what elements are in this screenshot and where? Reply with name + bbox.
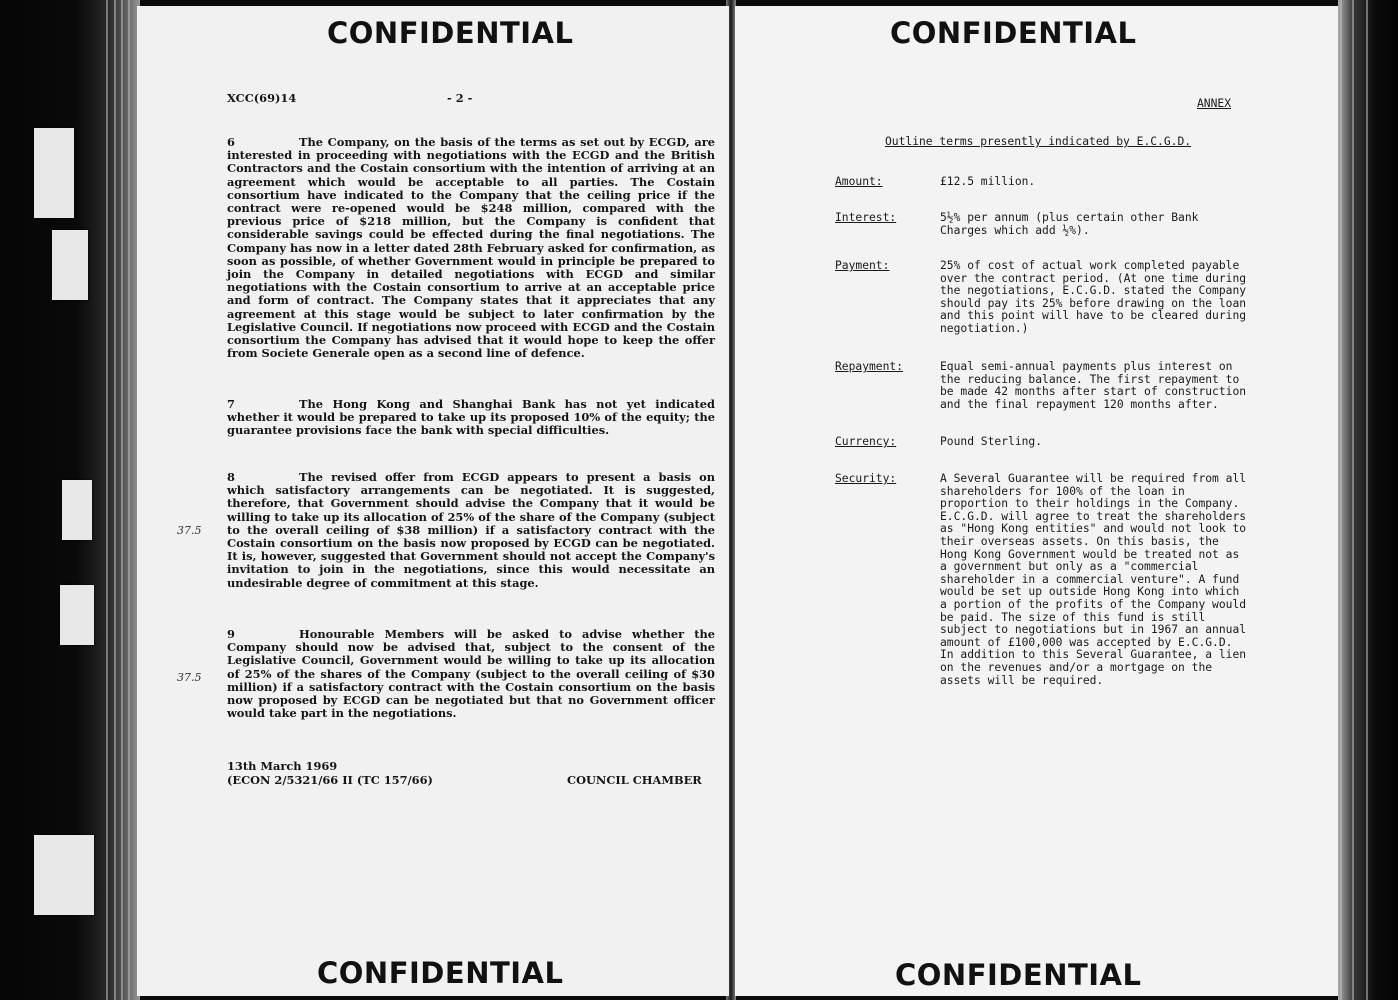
paragraph-number: 8: [227, 470, 235, 484]
index-tab: [34, 835, 94, 915]
term-label-payment: Payment:: [835, 259, 890, 272]
term-label-currency: Currency:: [835, 435, 897, 448]
page-edge-stripe: [114, 0, 116, 1000]
term-value-amount: £12.5 million.: [940, 175, 1036, 188]
term-value-payment: 25% of cost of actual work completed payable over the contract period. (At one time during the negotiations, E.C.G.D. stated the Company should pay its 25% before drawing on the loan and this point will have to be cleared during negotiation.): [940, 259, 1247, 335]
council-chamber: COUNCIL CHAMBER: [567, 773, 702, 787]
right-page: [735, 6, 1338, 996]
document-date: 13th March 1969: [227, 759, 338, 773]
term-label-interest: Interest:: [835, 211, 897, 224]
index-tab: [60, 585, 94, 645]
index-tab: [34, 128, 74, 218]
file-reference: (ECON 2/5321/66 II (TC 157/66): [227, 773, 433, 787]
header-confidential: CONFIDENTIAL: [327, 16, 574, 50]
page-edge-stripe: [121, 0, 123, 1000]
binder-right-edge: [1338, 0, 1398, 1000]
page-edge-stripe: [1340, 0, 1342, 1000]
term-label-security: Security:: [835, 472, 897, 485]
term-label-amount: Amount:: [835, 175, 883, 188]
header-confidential: CONFIDENTIAL: [890, 16, 1137, 50]
paragraph-text: The revised offer from ECGD appears to present a basis on which satisfactory arrangements can be negotiated. It is suggested, therefore, that Government should advise the Company that it would be willing to take up its allocation of 25% of the share of the Company (subject to the overall ceiling of $38 million) if a satisfactory contract with the Costain consortium on the basis now proposed by ECGD can be negotiated. It is, however, suggested that Government should not accept the Company's invitation to join in the negotiations, since this would necessitate an undesirable degree of commitment at this stage.: [227, 470, 715, 590]
footer-confidential: CONFIDENTIAL: [317, 956, 564, 990]
paragraph-6: [227, 136, 715, 360]
left-page: [137, 6, 729, 996]
handwritten-margin-note: 37.5: [177, 671, 202, 684]
paragraph-8: [227, 471, 715, 590]
term-value-security: A Several Guarantee will be required from all shareholders for 100% of the loan in proportion to their holdings in the Company. E.C.G.D. will agree to treat the shareholders as "Hong Kong entities" and would not look to their overseas assets. On this basis, the Hong Kong Government would be treated not as a government but only as a "commercial shareholder in a commercial venture". A fund would be set up outside Hong Kong into which a portion of the profits of the Company would be paid. The size of this fund is still subject to negotiations but in 1967 an annual amount of £100,000 was accepted by E.C.G.D. In addition to this Several Guarantee, a lien on the revenues and/or a mortgage on the assets will be required.: [940, 472, 1247, 687]
annex-heading: Outline terms presently indicated by E.C.G.D.: [885, 135, 1192, 148]
paragraph-text: Honourable Members will be asked to advise whether the Company should now be advised that, subject to the consent of the Legislative Council, Government would be willing to take up its allocation of 25% of the shares of the Company (subject to the overall ceiling of $30 million) if a satisfactory contract with the Costain consortium on the basis now proposed by ECGD can be negotiated but that no Government officer would take part in the negotiations.: [227, 627, 715, 721]
paragraph-9: [227, 628, 715, 720]
footer-confidential: CONFIDENTIAL: [895, 958, 1142, 992]
document-reference: XCC(69)14: [227, 91, 297, 105]
paragraph-number: 6: [227, 135, 235, 149]
page-edge-stripe: [128, 0, 130, 1000]
index-tab: [62, 480, 92, 540]
paragraph-text: The Company, on the basis of the terms as set out by ECGD, are interested in proceeding with negotiations with the ECGD and the British Contractors and the Costain consortium with the intention of arriving at an agreement which would be acceptable to all parties. The Costain consortium have indicated to the Company that the ceiling price if the contract were re-opened would be $248 million, compared with the previous price of $218 million, but the Company is confident that considerable savings could be effected during the final negotiations. The Company has now in a letter dated 28th February asked for confirmation, as soon as possible, of whether Government would in principle be prepared to join the Company in detailed negotiations with ECGD and similar negotiations with the Costain consortium to arrive at an acceptable price and form of contract. The Company states that it appreciates that any agreement at this stage would be subject to later confirmation by the Legislative Council. If negotiations now proceed with ECGD and the Costain consortium the Company has advised that it would hope to keep the offer from Societe Generale open as a second line of defence.: [227, 135, 715, 361]
page-number: - 2 -: [447, 91, 473, 105]
page-edge-stripe: [106, 0, 108, 1000]
annex-label: ANNEX: [1197, 97, 1232, 110]
index-tab: [52, 230, 88, 300]
paragraph-text: The Hong Kong and Shanghai Bank has not yet indicated whether it would be prepared to take up its proposed 10% of the equity; the guarantee provisions face the bank with special difficulties.: [227, 397, 715, 438]
term-label-repayment: Repayment:: [835, 360, 904, 373]
term-value-interest: 5½% per annum (plus certain other Bank Charges which add ½%).: [940, 211, 1199, 237]
term-value-repayment: Equal semi-annual payments plus interest on the reducing balance. The first repayment to be made 42 months after start of construction and the final repayment 120 months after.: [940, 360, 1247, 411]
page-edge-stripe: [1352, 0, 1354, 1000]
handwritten-margin-note: 37.5: [177, 524, 202, 537]
term-value-currency: Pound Sterling.: [940, 435, 1043, 448]
page-edge-stripe: [1366, 0, 1368, 1000]
paragraph-7: [227, 398, 715, 438]
paragraph-number: 9: [227, 627, 235, 641]
paragraph-number: 7: [227, 397, 235, 411]
